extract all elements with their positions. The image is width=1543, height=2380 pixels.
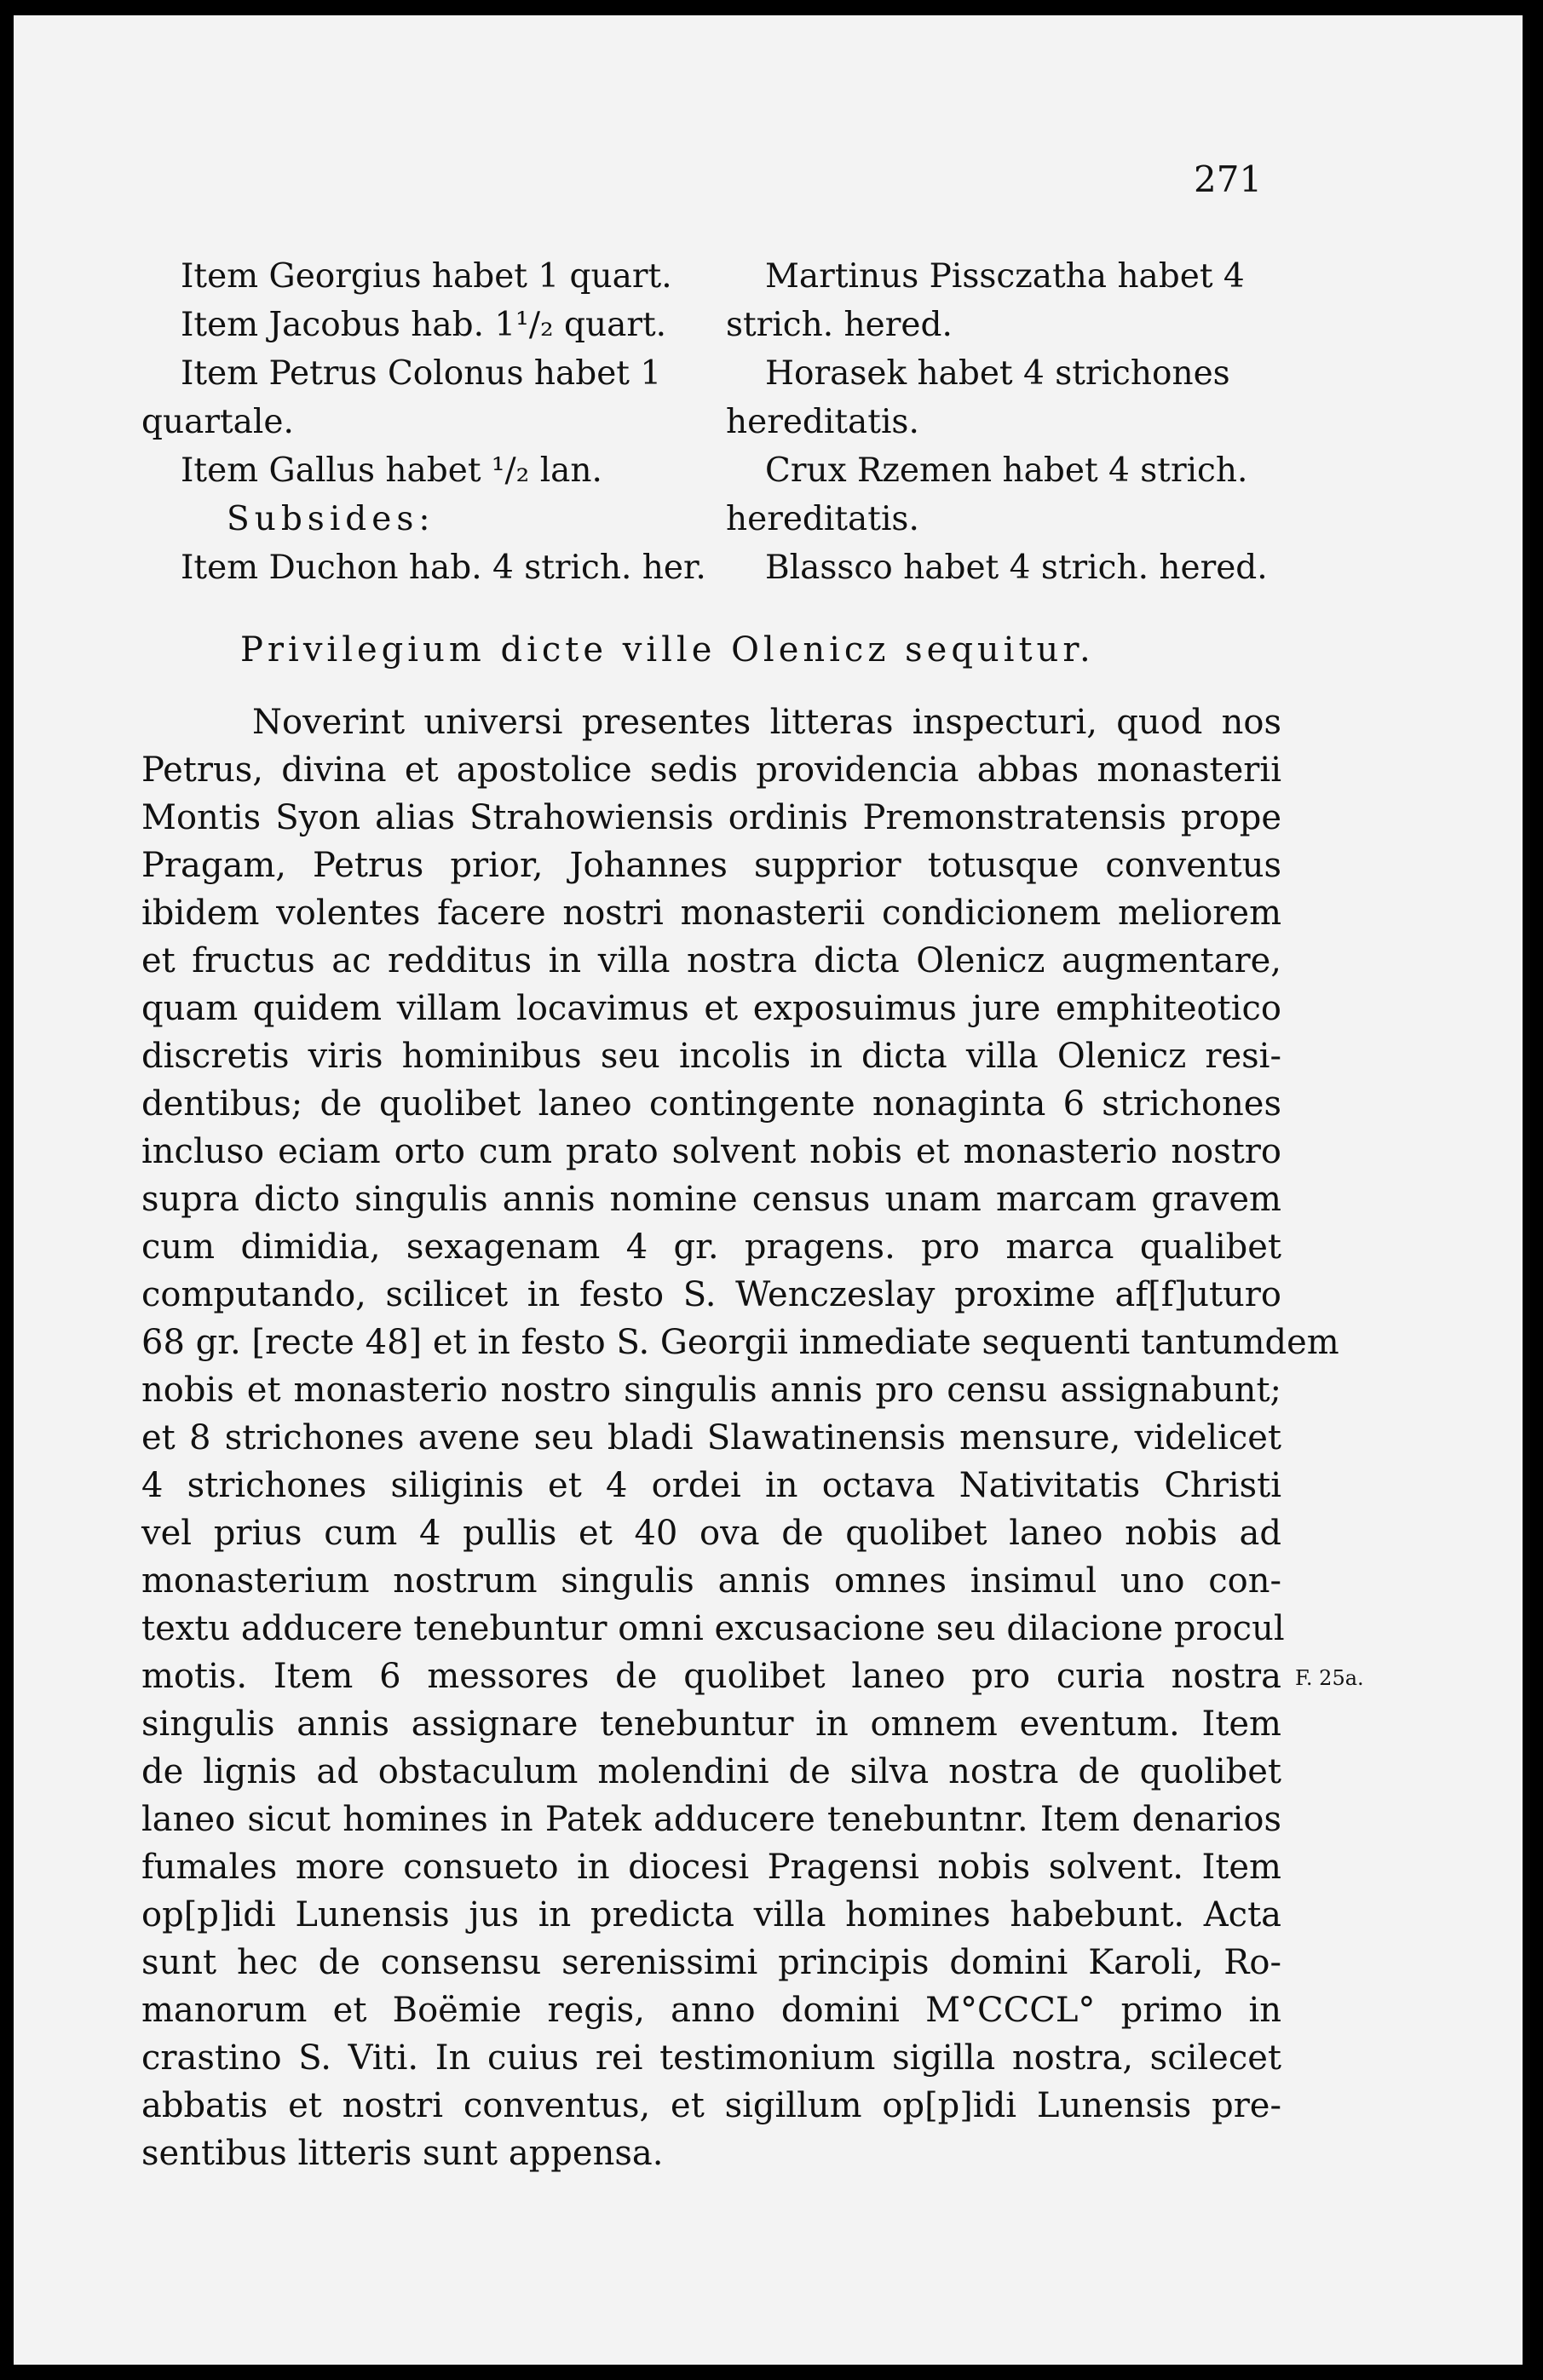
left-column-line: Item Duchon hab. 4 strich. her. [181, 549, 706, 587]
left-column-line: Item Jacobus hab. 1¹/₂ quart. [181, 306, 667, 344]
body-line: dentibus; de quolibet laneo contingente nonaginta 6 strichones [141, 1084, 1281, 1124]
body-line: Montis Syon alias Strahowiensis ordinis Premonstratensis prope [141, 798, 1281, 837]
right-column-line: Horasek habet 4 strichones [765, 354, 1230, 393]
body-line: fumales more consueto in diocesi Pragensi nobis solvent. Item [141, 1848, 1281, 1887]
body-line: cum dimidia, sexagenam 4 gr. pragens. pro marca qualibet [141, 1227, 1281, 1267]
body-line: Noverint universi presentes litteras inspecturi, quod nos [252, 703, 1281, 742]
page-number: 271 [1194, 158, 1263, 200]
right-column-line: Crux Rzemen habet 4 strich. [765, 451, 1248, 490]
body-line: incluso eciam orto cum prato solvent nobis et monasterio nostro [141, 1132, 1281, 1171]
body-line: singulis annis assignare tenebuntur in omnem eventum. Item [141, 1705, 1281, 1744]
right-column-line: Martinus Pissczatha habet 4 [765, 257, 1245, 296]
body-line: abbatis et nostri conventus, et sigillum op[p]idi Lunensis pre- [141, 2086, 1281, 2125]
body-line: quam quidem villam locavimus et exposuimus jure emphiteotico [141, 989, 1281, 1028]
right-column [726, 252, 1280, 592]
left-column-line: Item Georgius habet 1 quart. [181, 257, 672, 296]
body-line: ibidem volentes facere nostri monasterii condicionem meliorem [141, 894, 1281, 933]
right-column-line: strich. hered. [726, 306, 953, 344]
body-line: motis. Item 6 messores de quolibet laneo pro curia nostra [141, 1657, 1281, 1696]
body-line: computando, scilicet in festo S. Wenczeslay proxime af[f]uturo [141, 1275, 1281, 1314]
body-line: crastino S. Viti. In cuius rei testimonium sigilla nostra, scilecet [141, 2038, 1281, 2078]
body-line: 68 gr. [recte 48] et in festo S. Georgii inmediate sequenti tantumdem [141, 1323, 1339, 1362]
body-line: op[p]idi Lunensis jus in predicta villa homines habebunt. Acta [141, 1895, 1281, 1934]
right-column-line: Blassco habet 4 strich. hered. [765, 549, 1268, 587]
folio-margin-note: F. 25a. [1295, 1666, 1364, 1690]
subsides-label: Subsides: [227, 500, 435, 538]
body-line: sunt hec de consensu serenissimi principis domini Karoli, Ro- [141, 1943, 1281, 1982]
body-line: monasterium nostrum singulis annis omnes insimul uno con- [141, 1561, 1281, 1601]
body-line: et fructus ac redditus in villa nostra dicta Olenicz augmentare, [141, 941, 1281, 980]
body-line: discretis viris hominibus seu incolis in dicta villa Olenicz resi- [141, 1037, 1281, 1076]
left-column-line: Item Gallus habet ¹/₂ lan. [181, 451, 602, 490]
body-line: laneo sicut homines in Patek adducere tenebuntnr. Item denarios [141, 1800, 1281, 1839]
body-line: Petrus, divina et apostolice sedis providencia abbas monasterii [141, 750, 1281, 790]
body-line: de lignis ad obstaculum molendini de silva nostra de quolibet [141, 1752, 1281, 1791]
body-line: et 8 strichones avene seu bladi Slawatinensis mensure, videlicet [141, 1418, 1281, 1457]
body-line: supra dicto singulis annis nomine census unam marcam gravem [141, 1180, 1281, 1219]
left-column [141, 252, 706, 592]
body-line: nobis et monasterio nostro singulis annis pro censu assignabunt; [141, 1371, 1281, 1410]
body-line: vel prius cum 4 pullis et 40 ova de quolibet laneo nobis ad [141, 1514, 1281, 1553]
left-column-line: Item Petrus Colonus habet 1 [181, 354, 662, 393]
left-column-line: quartale. [141, 403, 294, 441]
body-line: 4 strichones siliginis et 4 ordei in octava Nativitatis Christi [141, 1466, 1281, 1505]
body-line: manorum et Boëmie regis, anno domini M°CCCL° primo in [141, 1991, 1281, 2030]
body-line: sentibus litteris sunt appensa. [141, 2134, 664, 2173]
body-line: textu adducere tenebuntur omni excusacione seu dilacione procul [141, 1609, 1285, 1648]
right-column-line: hereditatis. [726, 403, 919, 441]
body-line: Pragam, Petrus prior, Johannes supprior totusque conventus [141, 846, 1281, 885]
right-column-line: hereditatis. [726, 500, 919, 538]
book-page [14, 15, 1523, 2365]
section-heading: Privilegium dicte ville Olenicz sequitur. [240, 630, 1095, 670]
